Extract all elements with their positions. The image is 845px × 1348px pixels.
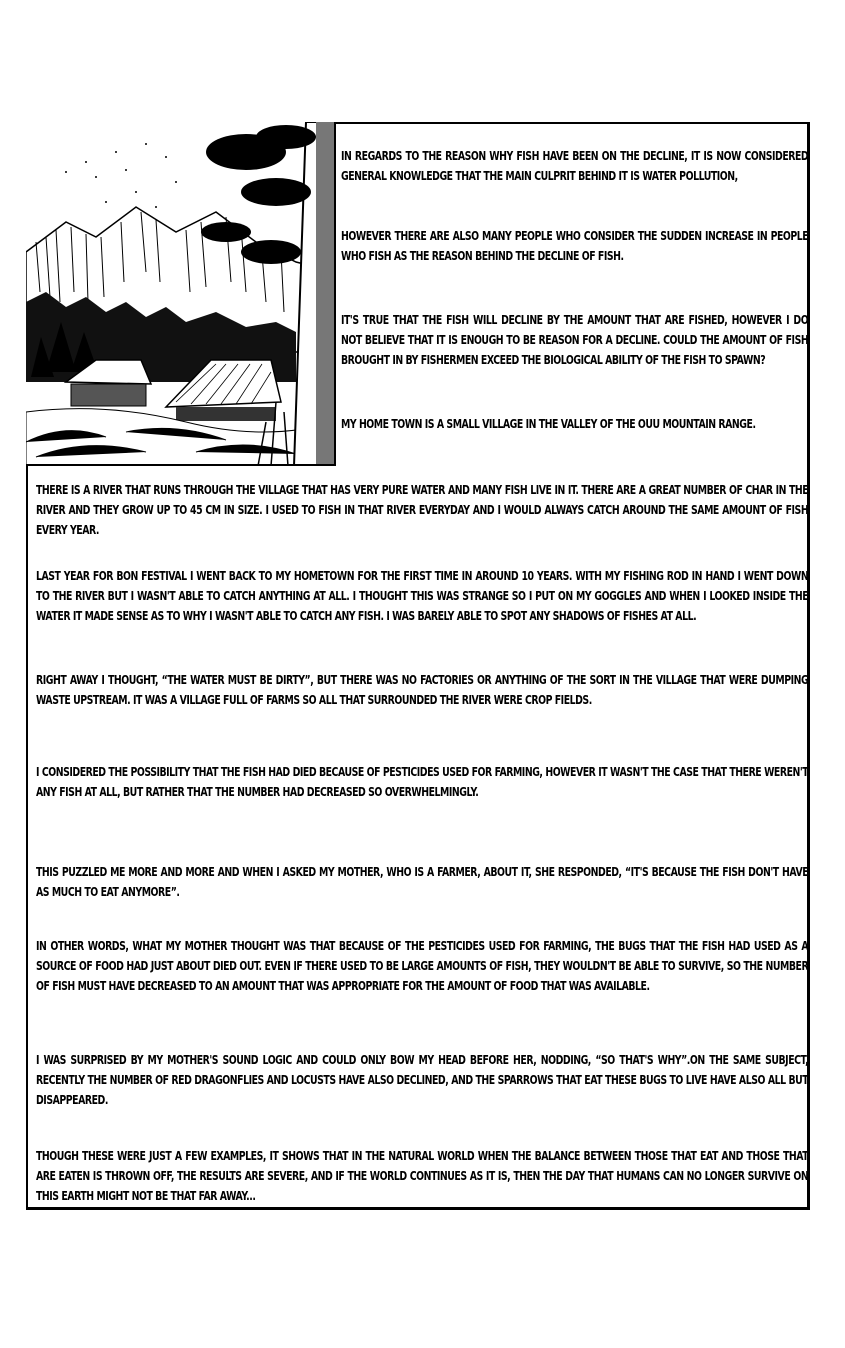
- paragraph-7: RIGHT AWAY I THOUGHT, “THE WATER MUST BE DIRTY”, BUT THERE WAS NO FACTORIES OR ANYTHING OF THE SORT IN THE VILLAGE THAT WERE DUMPING WASTE UPSTREAM. IT WAS A VILLAGE FULL OF FARMS SO ALL THAT SURROUNDED THE RIVER WERE CROP FIELDS.: [36, 673, 809, 707]
- paragraph-9: THIS PUZZLED ME MORE AND MORE AND WHEN I ASKED MY MOTHER, WHO IS A FARMER, ABOUT IT, SHE RESPONDED, “IT'S BECAUSE THE FISH DON'T HAVE AS MUCH TO EAT ANYMORE”.: [36, 865, 809, 899]
- paragraph-6: LAST YEAR FOR BON FESTIVAL I WENT BACK TO MY HOMETOWN FOR THE FIRST TIME IN AROUND 10 YEARS. WITH MY FISHING ROD IN HAND I WENT DOWN TO THE RIVER BUT I WASN'T ABLE TO CATCH ANYTHING AT ALL. I THOUGHT THIS WAS STRANGE SO I PUT ON MY GOGGLES AND WHEN I LOOKED INSIDE THE WATER IT MADE SENSE AS TO WHY I WASN'T ABLE TO CATCH ANY FISH. I WAS BARELY ABLE TO SPOT ANY SHADOWS OF FISHES AT ALL.: [36, 569, 809, 623]
- paragraph-11: I WAS SURPRISED BY MY MOTHER'S SOUND LOGIC AND COULD ONLY BOW MY HEAD BEFORE HER, NODDING, “SO THAT'S WHY”.ON THE SAME SUBJECT, RECENTLY THE NUMBER OF RED DRAGONFLIES AND LOCUSTS HAVE ALSO DECLINED, AND THE SPARROWS THAT EAT THESE BUGS TO LIVE HAVE ALSO ALL BUT DISAPPEARED.: [36, 1053, 809, 1107]
- paragraph-1: IN REGARDS TO THE REASON WHY FISH HAVE BEEN ON THE DECLINE, IT IS NOW CONSIDERED GENERAL KNOWLEDGE THAT THE MAIN CULPRIT BEHIND IT IS WATER POLLUTION,: [341, 149, 809, 183]
- paragraph-3: IT'S TRUE THAT THE FISH WILL DECLINE BY THE AMOUNT THAT ARE FISHED, HOWEVER I DO NOT BELIEVE THAT IT IS ENOUGH TO BE REASON FOR A DECLINE. COULD THE AMOUNT OF FISH BROUGHT IN BY FISHERMEN EXCEED THE BIOLOGICAL ABILITY OF THE FISH TO SPAWN?: [341, 313, 809, 367]
- paragraph-2: HOWEVER THERE ARE ALSO MANY PEOPLE WHO CONSIDER THE SUDDEN INCREASE IN PEOPLE WHO FISH AS THE REASON BEHIND THE DECLINE OF FISH.: [341, 229, 809, 263]
- paragraph-8: I CONSIDERED THE POSSIBILITY THAT THE FISH HAD DIED BECAUSE OF PESTICIDES USED FOR FARMING, HOWEVER IT WASN'T THE CASE THAT THERE WEREN'T ANY FISH AT ALL, BUT RATHER THAT THE NUMBER HAD DECREASED SO OVERWHELMINGLY.: [36, 765, 809, 799]
- paragraph-12: THOUGH THESE WERE JUST A FEW EXAMPLES, IT SHOWS THAT IN THE NATURAL WORLD WHEN THE BALANCE BETWEEN THOSE THAT EAT AND THOSE THAT ARE EATEN IS THROWN OFF, THE RESULTS ARE SEVERE, AND IF THE WORLD CONTINUES AS IT IS, THEN THE DAY THAT HUMANS CAN NO LONGER SURVIVE ON THIS EARTH MIGHT NOT BE THAT FAR AWAY...: [36, 1149, 809, 1203]
- village-landscape-illustration: [26, 122, 336, 466]
- paragraph-10: IN OTHER WORDS, WHAT MY MOTHER THOUGHT WAS THAT BECAUSE OF THE PESTICIDES USED FOR FARMING, THE BUGS THAT THE FISH HAD USED AS A SOURCE OF FOOD HAD JUST ABOUT DIED OUT. EVEN IF THERE USED TO BE LARGE AMOUNTS OF FISH, THEY WOULDN'T BE ABLE TO SURVIVE, SO THE NUMBER OF FISH MUST HAVE DECREASED TO AN AMOUNT THAT WAS APPROPRIATE FOR THE AMOUNT OF FOOD THAT WAS AVAILABLE.: [36, 939, 809, 993]
- paragraph-4: MY HOME TOWN IS A SMALL VILLAGE IN THE VALLEY OF THE OUU MOUNTAIN RANGE.: [341, 417, 756, 431]
- paragraph-5: THERE IS A RIVER THAT RUNS THROUGH THE VILLAGE THAT HAS VERY PURE WATER AND MANY FISH LIVE IN IT. THERE ARE A GREAT NUMBER OF CHAR IN THE RIVER AND THEY GROW UP TO 45 CM IN SIZE. I USED TO FISH IN THAT RIVER EVERYDAY AND I WOULD ALWAYS CATCH AROUND THE SAME AMOUNT OF FISH EVERY YEAR.: [36, 483, 809, 537]
